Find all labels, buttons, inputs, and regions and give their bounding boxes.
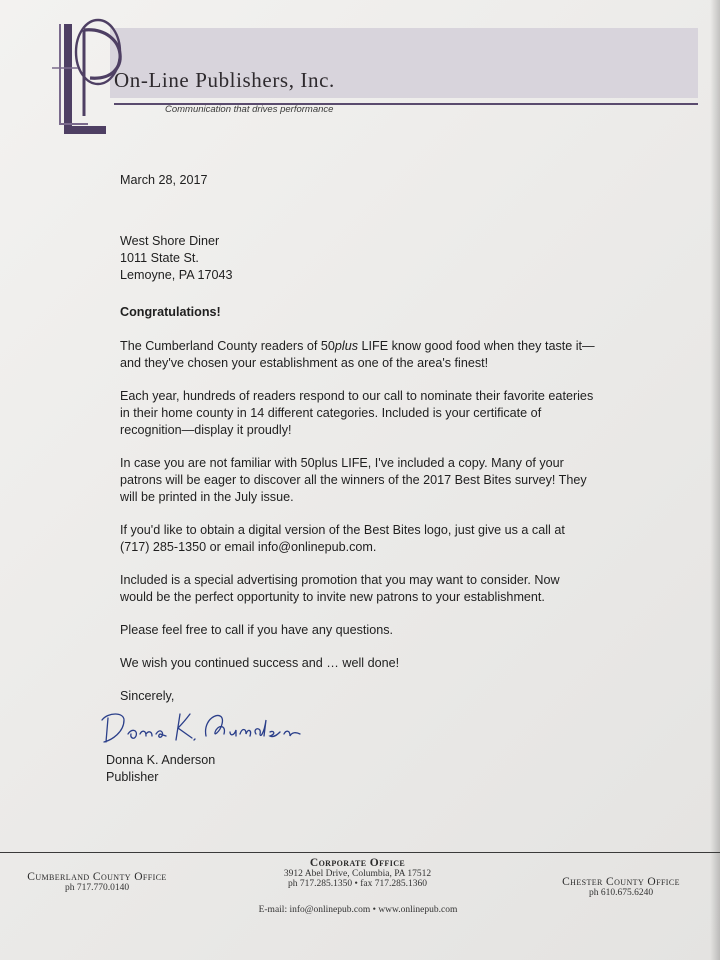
- paragraph-6: Please feel free to call if you have any questions.: [120, 623, 394, 637]
- paragraph-1-italic: plus: [334, 339, 359, 353]
- chester-office-title: Chester County Office: [562, 876, 680, 888]
- paragraph-1-start: The Cumberland County readers of 50: [120, 339, 335, 353]
- corporate-office-address: 3912 Abel Drive, Columbia, PA 17512: [283, 869, 432, 879]
- greeting: Congratulations!: [120, 305, 221, 319]
- paragraph-3: In case you are not familiar with 50plus LIFE, I've included a copy. Many of your patrons will be eager to discover all the winners of the 2017 Best Bites survey! They will be printed in the July issue.: [120, 456, 587, 504]
- paragraph-5: Included is a special advertising promotion that you may want to consider. Now would be the perfect opportunity to invite new patrons to your establishment.: [120, 573, 560, 604]
- signer-title: Publisher: [106, 770, 159, 784]
- recipient-address: [120, 233, 595, 284]
- recipient-line-3: Lemoyne, PA 17043: [120, 268, 233, 282]
- recipient-line-2: 1011 State St.: [120, 251, 199, 265]
- recipient-line-1: West Shore Diner: [120, 234, 220, 248]
- page-edge-shadow: [710, 0, 720, 960]
- paragraph-1-end: LIFE know good food when they taste it—and they've chosen your establishment as one of the area's finest!: [120, 339, 595, 370]
- cumberland-office-title: Cumberland County Office: [27, 871, 167, 883]
- footer-contact-line: E-mail: info@onlinepub.com • www.onlinepub.com: [258, 905, 458, 915]
- letter-date: March 28, 2017: [120, 173, 208, 187]
- cumberland-office: [22, 871, 172, 893]
- corporate-office: [250, 857, 465, 889]
- corporate-office-phones: ph 717.285.1350 • fax 717.285.1360: [288, 879, 427, 889]
- signer-block: [106, 752, 215, 786]
- footer-rule: [0, 852, 720, 853]
- cumberland-office-phone: ph 717.770.0140: [64, 883, 130, 893]
- paragraph-1: [120, 338, 595, 372]
- handwritten-signature: [94, 706, 304, 756]
- company-name-text: On-Line Publishers, Inc.: [114, 68, 335, 92]
- paragraph-2: Each year, hundreds of readers respond to our call to nominate their favorite eateries in their home county in 14 different categories. Included is your certificate of recognition—display it proudly!: [120, 389, 594, 437]
- corporate-office-title: Corporate Office: [309, 857, 406, 869]
- chester-office: [555, 876, 687, 898]
- closing: Sincerely,: [120, 689, 175, 703]
- paragraph-7: We wish you continued success and … well done!: [120, 656, 400, 670]
- chester-office-phone: ph 610.675.6240: [588, 888, 654, 898]
- company-tagline: Communication that drives performance: [165, 104, 334, 115]
- paragraph-4: If you'd like to obtain a digital version of the Best Bites logo, just give us a call at (717) 285-1350 or email info@onlinepub.com.: [120, 523, 565, 554]
- letter-body: [120, 172, 595, 719]
- signer-name: Donna K. Anderson: [106, 753, 216, 767]
- company-name: [114, 68, 335, 93]
